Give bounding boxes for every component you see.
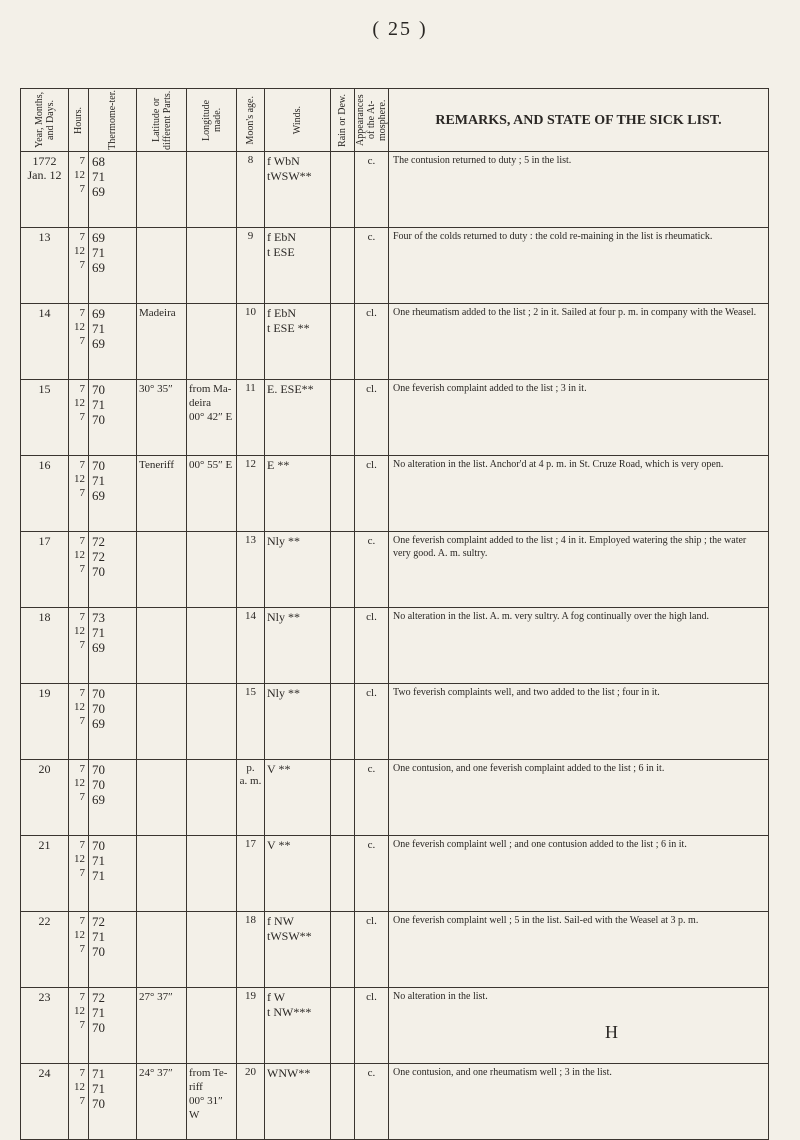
winds-cell	[265, 684, 331, 760]
header-rain: Rain or Dew.	[331, 89, 355, 152]
date-cell	[21, 912, 69, 988]
table-row	[21, 836, 769, 912]
table-row	[21, 380, 769, 456]
moon-age-value: 14	[245, 610, 256, 622]
appearance-cell	[355, 304, 389, 380]
moon-age-cell	[237, 532, 265, 608]
hours-value: 7 12 7	[74, 763, 85, 803]
remark-value: One feverish complaint added to the list ; 3 in it.	[393, 383, 587, 394]
table-row	[21, 608, 769, 684]
rain-dew-cell	[331, 760, 355, 836]
page-number: ( 25 )	[372, 18, 428, 40]
table-row	[21, 228, 769, 304]
appearance-cell	[355, 988, 389, 1064]
hours-cell	[69, 836, 89, 912]
remark-value: One contusion, and one rheumatism well ; 3 in the list.	[393, 1067, 612, 1078]
latitude-value: 30° 35″	[139, 383, 173, 395]
thermometer-cell	[89, 380, 137, 456]
rain-dew-value	[331, 228, 354, 230]
moon-age-cell	[237, 456, 265, 532]
moon-age-value: 8	[247, 154, 254, 166]
table-row	[21, 456, 769, 532]
longitude-cell	[187, 760, 237, 836]
hours-cell	[69, 456, 89, 532]
thermometer-value: 70 71 69	[92, 458, 105, 503]
thermometer-value: 70 70 69	[92, 686, 105, 731]
latitude-value	[137, 152, 186, 154]
remark-value: The contusion returned to duty ; 5 in the list.	[393, 155, 572, 166]
hours-value: 7 12 7	[74, 459, 85, 499]
hours-cell	[69, 988, 89, 1064]
rain-dew-cell	[331, 836, 355, 912]
moon-age-cell	[237, 152, 265, 228]
thermometer-cell	[89, 608, 137, 684]
appearance-cell	[355, 1064, 389, 1140]
remark-cell	[389, 1064, 769, 1140]
date-cell	[21, 988, 69, 1064]
hours-value: 7 12 7	[74, 915, 85, 955]
date-cell	[21, 760, 69, 836]
moon-age-cell	[237, 228, 265, 304]
longitude-value	[187, 684, 236, 686]
appearance-cell	[355, 152, 389, 228]
longitude-cell	[187, 684, 237, 760]
longitude-value: 00° 55″ E	[189, 459, 233, 471]
remark-cell	[389, 532, 769, 608]
rain-dew-value	[331, 608, 354, 610]
longitude-cell	[187, 1064, 237, 1140]
remark-cell	[389, 760, 769, 836]
rain-dew-value	[331, 684, 354, 686]
table-row	[21, 304, 769, 380]
hours-cell	[69, 304, 89, 380]
remark-value: One feverish complaint added to the list ; 4 in it. Employed watering the ship ; the water very good. A. m. sultry.	[393, 535, 747, 559]
winds-value: Nly **	[267, 686, 300, 700]
table-row	[21, 912, 769, 988]
winds-cell	[265, 988, 331, 1064]
moon-age-value: 17	[245, 838, 256, 850]
winds-value: f EbN t ESE	[267, 230, 296, 259]
remark-value: One feverish complaint well ; 5 in the list. Sail-ed with the Weasel at 3 p. m.	[393, 915, 699, 926]
remark-value: No alteration in the list. A. m. very sultry. A fog continually over the high land.	[393, 611, 709, 622]
appearance-value: cl.	[366, 915, 377, 927]
thermometer-cell	[89, 456, 137, 532]
date-value: 18	[38, 610, 51, 624]
date-cell	[21, 152, 69, 228]
hours-value: 7 12 7	[74, 991, 85, 1031]
latitude-value: Madeira	[139, 307, 176, 319]
remark-value: One rheumatism added to the list ; 2 in it. Sailed at four p. m. in company with the Weasel.	[393, 307, 757, 318]
winds-value: f W t NW***	[267, 990, 312, 1019]
latitude-value: Teneriff	[139, 459, 175, 471]
longitude-value	[187, 988, 236, 990]
rain-dew-cell	[331, 456, 355, 532]
rain-dew-value	[331, 532, 354, 534]
thermometer-cell	[89, 152, 137, 228]
appearance-value: c.	[367, 839, 376, 851]
winds-value: E. ESE**	[267, 382, 314, 396]
date-value: 24	[38, 1066, 51, 1080]
thermometer-value: 70 71 70	[92, 382, 105, 427]
date-cell	[21, 380, 69, 456]
log-body	[21, 152, 769, 1140]
latitude-cell	[137, 760, 187, 836]
appearance-value: c.	[367, 763, 376, 775]
moon-age-value: 12	[245, 458, 256, 470]
rain-dew-value	[331, 760, 354, 762]
header-winds: Winds.	[265, 89, 331, 152]
latitude-value	[137, 912, 186, 914]
thermometer-cell	[89, 760, 137, 836]
hours-cell	[69, 1064, 89, 1140]
hours-value: 7 12 7	[74, 231, 85, 271]
longitude-cell	[187, 304, 237, 380]
rain-dew-value	[331, 836, 354, 838]
appearance-value: c.	[367, 1067, 376, 1079]
longitude-value	[187, 152, 236, 154]
appearance-cell	[355, 608, 389, 684]
rain-dew-cell	[331, 1064, 355, 1140]
thermometer-cell	[89, 304, 137, 380]
hours-cell	[69, 228, 89, 304]
remark-cell	[389, 380, 769, 456]
hours-value: 7 12 7	[74, 307, 85, 347]
thermometer-value: 70 70 69	[92, 762, 105, 807]
hours-cell	[69, 380, 89, 456]
latitude-value	[137, 836, 186, 838]
header-latitude: Latitude or different Parts.	[137, 89, 187, 152]
hours-value: 7 12 7	[74, 535, 85, 575]
hours-value: 7 12 7	[74, 611, 85, 651]
winds-cell	[265, 304, 331, 380]
moon-age-cell	[237, 304, 265, 380]
header-longitude: Longitude made.	[187, 89, 237, 152]
longitude-value	[187, 532, 236, 534]
table-row	[21, 684, 769, 760]
thermometer-cell	[89, 228, 137, 304]
thermometer-value: 68 71 69	[92, 154, 105, 199]
latitude-value	[137, 228, 186, 230]
table-row	[21, 1064, 769, 1140]
latitude-cell	[137, 684, 187, 760]
hours-value: 7 12 7	[74, 687, 85, 727]
latitude-value: 24° 37″	[139, 1067, 173, 1079]
latitude-cell	[137, 532, 187, 608]
date-cell	[21, 1064, 69, 1140]
moon-age-value: 9	[247, 230, 254, 242]
remark-cell	[389, 608, 769, 684]
longitude-cell	[187, 912, 237, 988]
sheet-signature-mark: H	[605, 1022, 618, 1042]
hours-cell	[69, 152, 89, 228]
date-cell	[21, 304, 69, 380]
hours-cell	[69, 684, 89, 760]
thermometer-cell	[89, 988, 137, 1064]
rain-dew-value	[331, 456, 354, 458]
date-value: 20	[38, 762, 51, 776]
remark-cell	[389, 152, 769, 228]
thermometer-cell	[89, 912, 137, 988]
date-value: 1772 Jan. 12	[27, 154, 62, 182]
remark-value: Four of the colds returned to duty : the cold re-maining in the list is rheumatick.	[393, 231, 713, 242]
longitude-value: from Te-riff 00° 31″ W	[189, 1067, 228, 1121]
winds-cell	[265, 608, 331, 684]
rain-dew-value	[331, 1064, 354, 1066]
date-value: 15	[38, 382, 51, 396]
hours-value: 7 12 7	[74, 839, 85, 879]
winds-value: WNW**	[267, 1066, 311, 1080]
rain-dew-cell	[331, 152, 355, 228]
rain-dew-cell	[331, 532, 355, 608]
appearance-value: cl.	[366, 991, 377, 1003]
latitude-value	[137, 608, 186, 610]
remark-cell	[389, 304, 769, 380]
rain-dew-cell	[331, 912, 355, 988]
winds-cell	[265, 1064, 331, 1140]
appearance-cell	[355, 684, 389, 760]
moon-age-value: 19	[245, 990, 256, 1002]
date-cell	[21, 684, 69, 760]
thermometer-value: 69 71 69	[92, 230, 105, 275]
longitude-cell	[187, 456, 237, 532]
thermometer-value: 72 72 70	[92, 534, 105, 579]
table-row	[21, 988, 769, 1064]
header-appearances: Appearances of the At-mosphere.	[355, 89, 389, 152]
hours-value: 7 12 7	[74, 383, 85, 423]
winds-cell	[265, 760, 331, 836]
header-row	[21, 89, 769, 152]
hours-cell	[69, 912, 89, 988]
longitude-value: from Ma-deira 00° 42″ E	[189, 383, 233, 423]
date-cell	[21, 532, 69, 608]
moon-age-value: 20	[245, 1066, 256, 1078]
latitude-value	[137, 684, 186, 686]
date-value: 19	[38, 686, 51, 700]
table-row	[21, 760, 769, 836]
rain-dew-value	[331, 380, 354, 382]
appearance-value: cl.	[366, 611, 377, 623]
remark-value: No alteration in the list.	[393, 991, 488, 1002]
latitude-cell	[137, 912, 187, 988]
moon-age-cell	[237, 1064, 265, 1140]
winds-value: Nly **	[267, 610, 300, 624]
header-remarks: REMARKS, AND STATE OF THE SICK LIST.	[389, 89, 769, 152]
longitude-value	[187, 304, 236, 306]
date-value: 23	[38, 990, 51, 1004]
latitude-value: 27° 37″	[139, 991, 173, 1003]
appearance-cell	[355, 380, 389, 456]
thermometer-value: 70 71 71	[92, 838, 105, 883]
hours-cell	[69, 532, 89, 608]
date-cell	[21, 456, 69, 532]
thermometer-cell	[89, 684, 137, 760]
date-value: 17	[38, 534, 51, 548]
rain-dew-cell	[331, 608, 355, 684]
latitude-cell	[137, 380, 187, 456]
header-thermometer: Thermome-ter.	[89, 89, 137, 152]
remark-value: One contusion, and one feverish complaint added to the list ; 6 in it.	[393, 763, 665, 774]
latitude-cell	[137, 988, 187, 1064]
rain-dew-cell	[331, 304, 355, 380]
rain-dew-value	[331, 152, 354, 154]
table-row	[21, 152, 769, 228]
winds-value: E **	[267, 458, 290, 472]
date-cell	[21, 608, 69, 684]
latitude-cell	[137, 1064, 187, 1140]
rain-dew-cell	[331, 380, 355, 456]
winds-cell	[265, 532, 331, 608]
appearance-value: cl.	[366, 307, 377, 319]
remark-cell	[389, 228, 769, 304]
longitude-cell	[187, 380, 237, 456]
winds-cell	[265, 380, 331, 456]
date-value: 16	[38, 458, 51, 472]
longitude-cell	[187, 836, 237, 912]
appearance-cell	[355, 228, 389, 304]
table-row	[21, 532, 769, 608]
appearance-value: c.	[367, 535, 376, 547]
moon-age-cell	[237, 988, 265, 1064]
longitude-cell	[187, 532, 237, 608]
moon-age-value: 10	[245, 306, 256, 318]
winds-cell	[265, 228, 331, 304]
winds-cell	[265, 152, 331, 228]
header-date: Year, Months, and Days.	[21, 89, 69, 152]
latitude-cell	[137, 456, 187, 532]
latitude-cell	[137, 304, 187, 380]
thermometer-value: 72 71 70	[92, 990, 105, 1035]
weather-log-table	[20, 88, 769, 1140]
moon-age-cell	[237, 380, 265, 456]
winds-value: V **	[267, 838, 291, 852]
latitude-cell	[137, 152, 187, 228]
latitude-value	[137, 760, 186, 762]
rain-dew-cell	[331, 228, 355, 304]
longitude-cell	[187, 152, 237, 228]
longitude-cell	[187, 228, 237, 304]
thermometer-cell	[89, 836, 137, 912]
latitude-cell	[137, 228, 187, 304]
winds-value: V **	[267, 762, 291, 776]
thermometer-value: 72 71 70	[92, 914, 105, 959]
remark-value: Two feverish complaints well, and two added to the list ; four in it.	[393, 687, 660, 698]
winds-value: f NW tWSW**	[267, 914, 312, 943]
hours-cell	[69, 760, 89, 836]
thermometer-value: 69 71 69	[92, 306, 105, 351]
header-moon: Moon's age.	[237, 89, 265, 152]
longitude-value	[187, 836, 236, 838]
date-cell	[21, 228, 69, 304]
thermometer-value: 73 71 69	[92, 610, 105, 655]
date-cell	[21, 836, 69, 912]
appearance-value: c.	[367, 231, 376, 243]
remark-cell	[389, 456, 769, 532]
longitude-cell	[187, 988, 237, 1064]
hours-cell	[69, 608, 89, 684]
moon-age-cell	[237, 608, 265, 684]
moon-age-value: 15	[245, 686, 256, 698]
longitude-cell	[187, 608, 237, 684]
latitude-cell	[137, 836, 187, 912]
date-value: 14	[38, 306, 51, 320]
longitude-value	[187, 228, 236, 230]
latitude-value	[137, 532, 186, 534]
remark-cell	[389, 684, 769, 760]
appearance-value: cl.	[366, 383, 377, 395]
thermometer-cell	[89, 1064, 137, 1140]
winds-value: Nly **	[267, 534, 300, 548]
remark-value: No alteration in the list. Anchor'd at 4 p. m. in St. Cruze Road, which is very open.	[393, 459, 724, 470]
moon-age-cell	[237, 912, 265, 988]
moon-age-value: 11	[245, 382, 256, 394]
thermometer-cell	[89, 532, 137, 608]
appearance-value: cl.	[366, 459, 377, 471]
appearance-cell	[355, 532, 389, 608]
moon-age-cell	[237, 760, 265, 836]
moon-age-value: 18	[245, 914, 256, 926]
hours-value: 7 12 7	[74, 155, 85, 195]
latitude-cell	[137, 608, 187, 684]
hours-value: 7 12 7	[74, 1067, 85, 1107]
header-hours: Hours.	[69, 89, 89, 152]
remark-cell	[389, 912, 769, 988]
winds-cell	[265, 836, 331, 912]
remark-cell	[389, 988, 769, 1064]
winds-value: f EbN t ESE **	[267, 306, 310, 335]
winds-value: f WbN tWSW**	[267, 154, 312, 183]
appearance-cell	[355, 912, 389, 988]
winds-cell	[265, 456, 331, 532]
longitude-value	[187, 760, 236, 762]
moon-age-cell	[237, 836, 265, 912]
moon-age-value: 13	[245, 534, 256, 546]
appearance-cell	[355, 836, 389, 912]
rain-dew-cell	[331, 684, 355, 760]
date-value: 22	[38, 914, 51, 928]
appearance-cell	[355, 760, 389, 836]
thermometer-value: 71 71 70	[92, 1066, 105, 1111]
longitude-value	[187, 608, 236, 610]
winds-cell	[265, 912, 331, 988]
rain-dew-value	[331, 988, 354, 990]
moon-age-cell	[237, 684, 265, 760]
longitude-value	[187, 912, 236, 914]
rain-dew-value	[331, 912, 354, 914]
rain-dew-value	[331, 304, 354, 306]
remark-cell	[389, 836, 769, 912]
appearance-value: cl.	[366, 687, 377, 699]
rain-dew-cell	[331, 988, 355, 1064]
moon-age-value: p. a. m.	[239, 762, 262, 787]
appearance-cell	[355, 456, 389, 532]
date-value: 13	[38, 230, 51, 244]
appearance-value: c.	[367, 155, 376, 167]
remark-value: One feverish complaint well ; and one contusion added to the list ; 6 in it.	[393, 839, 687, 850]
date-value: 21	[38, 838, 51, 852]
